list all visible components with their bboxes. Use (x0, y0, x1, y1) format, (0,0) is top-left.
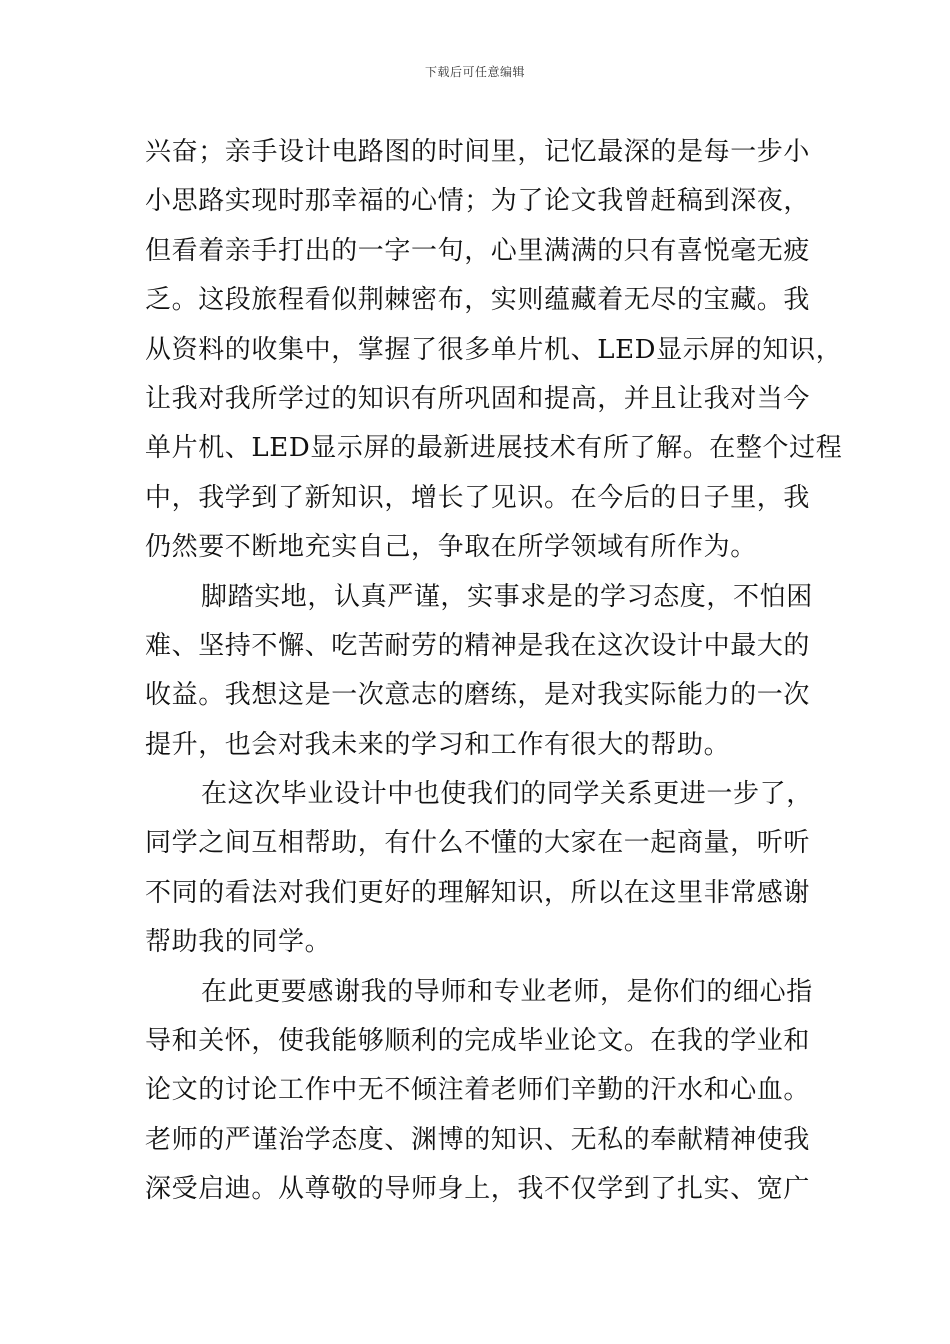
text-line: 提升，也会对我未来的学习和工作有很大的帮助。 (145, 729, 731, 760)
text-line: 收益。我想这是一次意志的磨练，是对我实际能力的一次 (145, 680, 811, 711)
text-line: 深受启迪。从尊敬的导师身上，我不仅学到了扎实、宽广 (145, 1174, 811, 1205)
text-line: 论文的讨论工作中无不倾注着老师们辛勤的汗水和心血。 (145, 1075, 811, 1106)
text-line: 乏。这段旅程看似荆棘密布，实则蕴藏着无尽的宝藏。我 (145, 285, 811, 316)
text-line: 小思路实现时那幸福的心情；为了论文我曾赶稿到深夜， (145, 186, 811, 217)
text-line: 让我对我所学过的知识有所巩固和提高，并且让我对当今 (145, 383, 811, 414)
paragraph-first-line: 在此更要感谢我的导师和专业老师，是你们的细心指 (201, 976, 813, 1007)
text-line: 导和关怀，使我能够顺利的完成毕业论文。在我的学业和 (145, 1026, 811, 1057)
text-line: 但看着亲手打出的一字一句，心里满满的只有喜悦毫无疲 (145, 235, 811, 266)
text-line: 难、坚持不懈、吃苦耐劳的精神是我在这次设计中最大的 (145, 630, 811, 661)
paragraph-first-line: 在这次毕业设计中也使我们的同学关系更进一步了， (201, 779, 813, 810)
text-line: 单片机、LED显示屏的最新进展技术有所了解。在整个过程 (145, 433, 843, 464)
document-body (145, 128, 843, 1215)
text-line: 老师的严谨治学态度、渊博的知识、无私的奉献精神使我 (145, 1124, 811, 1155)
text-line: 中，我学到了新知识，增长了见识。在今后的日子里，我 (145, 482, 811, 513)
text-line: 不同的看法对我们更好的理解知识，所以在这里非常感谢 (145, 877, 811, 908)
text-line: 同学之间互相帮助，有什么不懂的大家在一起商量，听听 (145, 828, 811, 859)
text-line: 从资料的收集中，掌握了很多单片机、LED显示屏的知识， (145, 334, 843, 365)
page-header: 下载后可任意编辑 (424, 65, 525, 79)
text-line: 兴奋；亲手设计电路图的时间里，记忆最深的是每一步小 (145, 137, 811, 167)
paragraph-first-line: 脚踏实地，认真严谨，实事求是的学习态度，不怕困 (201, 581, 813, 612)
text-line: 帮助我的同学。 (145, 927, 332, 958)
text-line: 仍然要不断地充实自己，争取在所学领域有所作为。 (145, 532, 757, 563)
